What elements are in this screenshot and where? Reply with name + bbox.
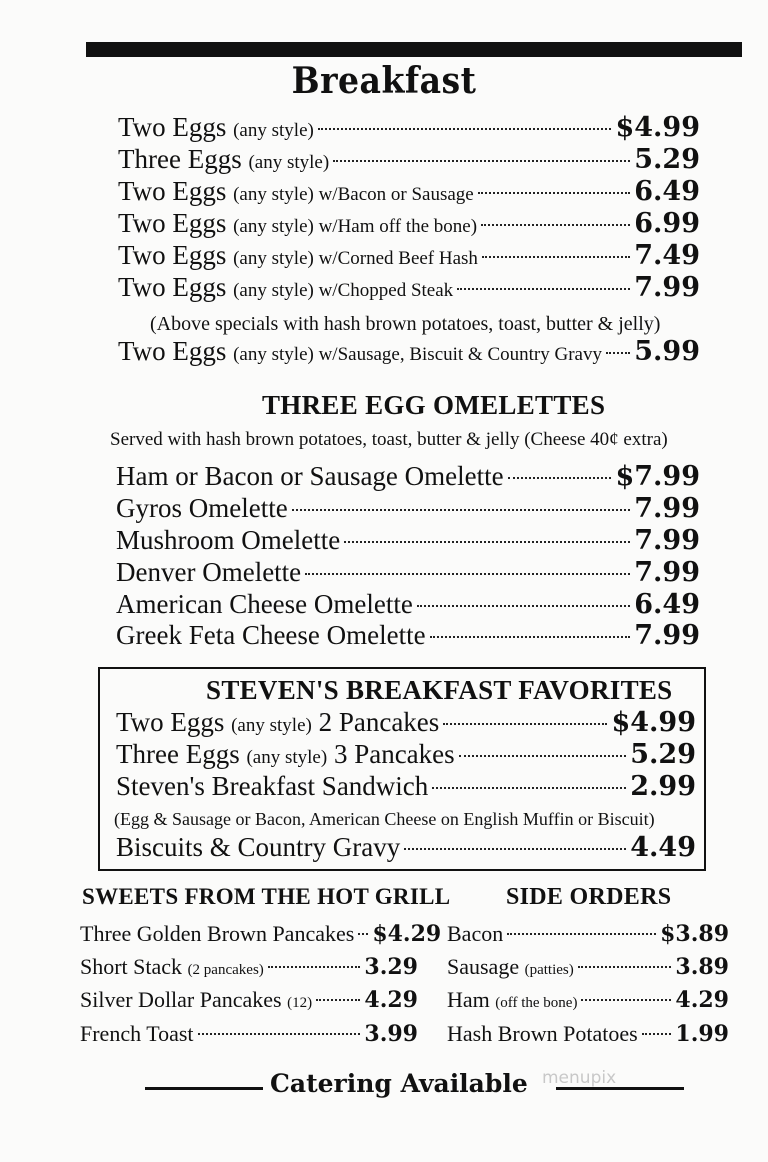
menu-item: Sausage (patties) 3.89	[447, 954, 729, 980]
sandwich-note: (Egg & Sausage or Bacon, American Cheese on English Muffin or Biscuit)	[114, 809, 655, 829]
menu-item: Three Golden Brown Pancakes $4.29	[80, 921, 442, 947]
sides-heading: SIDE ORDERS	[506, 884, 672, 910]
menu-item: French Toast 3.99	[80, 1021, 418, 1047]
menu-item: Two Eggs (any style) w/Chopped Steak 7.99	[118, 272, 700, 303]
omelettes-heading: THREE EGG OMELETTES	[262, 390, 606, 420]
menu-item: Three Eggs (any style) 5.29	[118, 144, 700, 175]
menu-item: Bacon $3.89	[447, 921, 729, 947]
menu-item: Gyros Omelette 7.99	[116, 493, 700, 524]
menu-item: Two Eggs (any style) w/Corned Beef Hash 7.49	[118, 240, 700, 271]
menu-item: Two Eggs (any style) 2 Pancakes $4.99	[116, 707, 696, 738]
menu-item: Silver Dollar Pancakes (12) 4.29	[80, 987, 418, 1013]
menu-item: Two Eggs (any style) w/Bacon or Sausage 6.49	[118, 176, 700, 207]
omelettes-subtext: Served with hash brown potatoes, toast, butter & jelly (Cheese 40¢ extra)	[110, 429, 668, 450]
top-rule	[86, 42, 742, 57]
specials-note: (Above specials with hash brown potatoes, toast, butter & jelly)	[150, 313, 661, 335]
favorites-heading: STEVEN'S BREAKFAST FAVORITES	[206, 675, 673, 705]
menu-item: Ham or Bacon or Sausage Omelette $7.99	[116, 461, 700, 492]
menu-item: American Cheese Omelette 6.49	[116, 589, 700, 620]
menu-item: Short Stack (2 pancakes) 3.29	[80, 954, 418, 980]
menu-item: Two Eggs (any style) w/Ham off the bone) 6.99	[118, 208, 700, 239]
sweets-heading: SWEETS FROM THE HOT GRILL	[82, 884, 451, 909]
footer-rule-left	[145, 1087, 263, 1090]
page-title: Breakfast	[291, 60, 477, 102]
watermark: menupix	[542, 1068, 617, 1088]
menu-item: Hash Brown Potatoes 1.99	[447, 1021, 729, 1047]
menu-item: Denver Omelette 7.99	[116, 557, 700, 588]
menu-item: Mushroom Omelette 7.99	[116, 525, 700, 556]
menu-item: Two Eggs (any style) w/Sausage, Biscuit & Country Gravy 5.99	[118, 336, 700, 367]
catering-footer	[0, 1067, 768, 1107]
catering-text: Catering Available	[270, 1069, 528, 1098]
menu-item: Ham (off the bone) 4.29	[447, 987, 729, 1013]
menu-item: Two Eggs (any style) $4.99	[118, 112, 700, 143]
menu-item: Greek Feta Cheese Omelette 7.99	[116, 620, 700, 651]
menu-item: Biscuits & Country Gravy 4.49	[116, 832, 696, 863]
menu-item: Steven's Breakfast Sandwich 2.99	[116, 771, 696, 802]
menu-item: Three Eggs (any style) 3 Pancakes 5.29	[116, 739, 696, 770]
